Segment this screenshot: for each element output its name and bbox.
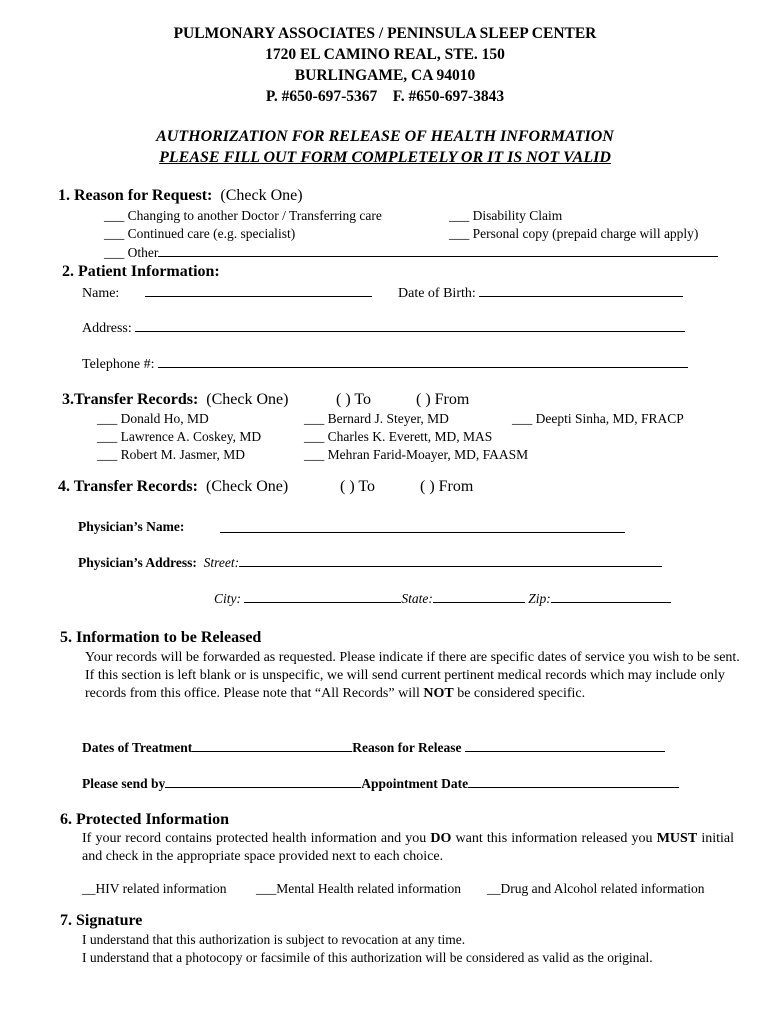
reason-for-release-field[interactable]: [465, 739, 665, 752]
zip-field[interactable]: [551, 590, 671, 603]
physician-name-field[interactable]: [220, 520, 625, 533]
section5-paragraph: Your records will be forwarded as requested. Please indicate if there are specific dates of service you wish to be sent. If this section is left blank or is unspecific, we will send current pertinent medical records which may include only records from this office. Please note that “All Records” will NOT be considered specific.: [85, 650, 740, 701]
option-other[interactable]: ___ Other: [104, 244, 718, 261]
appointment-date-field[interactable]: [468, 775, 679, 788]
signature-statement-2: I understand that a photocopy or facsimile of this authorization will be considered as valid as the original.: [82, 950, 653, 965]
signature-statement-1: I understand that this authorization is subject to revocation at any time.: [82, 932, 466, 947]
doctor-jasmer[interactable]: ___ Robert M. Jasmer, MD: [97, 447, 245, 462]
name-row: Name:: [82, 284, 372, 302]
doctor-ho[interactable]: ___ Donald Ho, MD: [97, 411, 209, 426]
option-changing-doctor[interactable]: ___ Changing to another Doctor / Transferring care: [104, 208, 382, 223]
section3-heading: 3.Transfer Records: (Check One): [62, 391, 289, 408]
option-personal-copy[interactable]: ___ Personal copy (prepaid charge will apply): [449, 226, 699, 241]
doctor-sinha[interactable]: ___ Deepti Sinha, MD, FRACP: [512, 411, 684, 426]
city-field[interactable]: [244, 590, 401, 603]
clinic-phone-fax: P. #650-697-5367 F. #650-697-3843: [265, 88, 505, 105]
option-disability[interactable]: ___ Disability Claim: [449, 208, 563, 223]
section3-to-option[interactable]: ( ) To: [336, 391, 372, 408]
name-field[interactable]: [145, 284, 372, 297]
section1-heading: 1. Reason for Request: (Check One): [58, 187, 303, 204]
dob-row: Date of Birth:: [398, 284, 683, 302]
address-field[interactable]: [135, 319, 685, 332]
dates-reason-row: Dates of Treatment Reason for Release: [82, 739, 665, 756]
section6-paragraph: If your record contains protected health information and you DO want this information released you MUST initial and check in the appropriate space provided next to each choice.: [82, 831, 734, 864]
state-field[interactable]: [433, 590, 525, 603]
form-title: AUTHORIZATION FOR RELEASE OF HEALTH INFORMATION: [156, 128, 614, 145]
form-subtitle: PLEASE FILL OUT FORM COMPLETELY OR IT IS NOT VALID: [159, 149, 611, 166]
address-row: Address:: [82, 319, 685, 337]
phone-row: Telephone #:: [82, 355, 688, 373]
doctor-everett[interactable]: ___ Charles K. Everett, MD, MAS: [304, 429, 493, 444]
section4-from-option[interactable]: ( ) From: [420, 478, 474, 495]
section6-heading: 6. Protected Information: [60, 811, 229, 828]
mental-health-option[interactable]: ___Mental Health related information: [256, 881, 462, 896]
other-line[interactable]: [158, 244, 718, 257]
option-continued-care[interactable]: ___ Continued care (e.g. specialist): [104, 226, 296, 241]
section2-heading: 2. Patient Information:: [62, 263, 220, 280]
doctor-steyer[interactable]: ___ Bernard J. Steyer, MD: [304, 411, 449, 426]
drug-alcohol-option[interactable]: __Drug and Alcohol related information: [487, 881, 705, 896]
section4-heading: 4. Transfer Records: (Check One): [58, 478, 289, 495]
street-field[interactable]: [239, 554, 662, 567]
clinic-street: 1720 EL CAMINO REAL, STE. 150: [265, 46, 505, 63]
section4-to-option[interactable]: ( ) To: [340, 478, 376, 495]
section5-heading: 5. Information to be Released: [60, 629, 262, 646]
physician-address-row: Physician’s Address: Street:: [78, 554, 662, 571]
clinic-name: PULMONARY ASSOCIATES / PENINSULA SLEEP CENTER: [173, 25, 597, 42]
dob-field[interactable]: [479, 284, 683, 297]
dates-of-treatment-field[interactable]: [192, 739, 352, 752]
hiv-option[interactable]: __HIV related information: [82, 881, 227, 896]
doctor-farid-moayer[interactable]: ___ Mehran Farid-Moayer, MD, FAASM: [304, 447, 529, 462]
section7-heading: 7. Signature: [60, 912, 143, 929]
clinic-city: BURLINGAME, CA 94010: [294, 67, 476, 84]
phone-field[interactable]: [158, 355, 688, 368]
doctor-coskey[interactable]: ___ Lawrence A. Coskey, MD: [97, 429, 262, 444]
city-state-zip-row: City: State: Zip:: [214, 590, 671, 607]
section3-from-option[interactable]: ( ) From: [416, 391, 470, 408]
send-appt-row: Please send by Appointment Date: [82, 775, 679, 792]
physician-name-row: Physician’s Name:: [78, 519, 185, 534]
please-send-by-field[interactable]: [165, 775, 361, 788]
